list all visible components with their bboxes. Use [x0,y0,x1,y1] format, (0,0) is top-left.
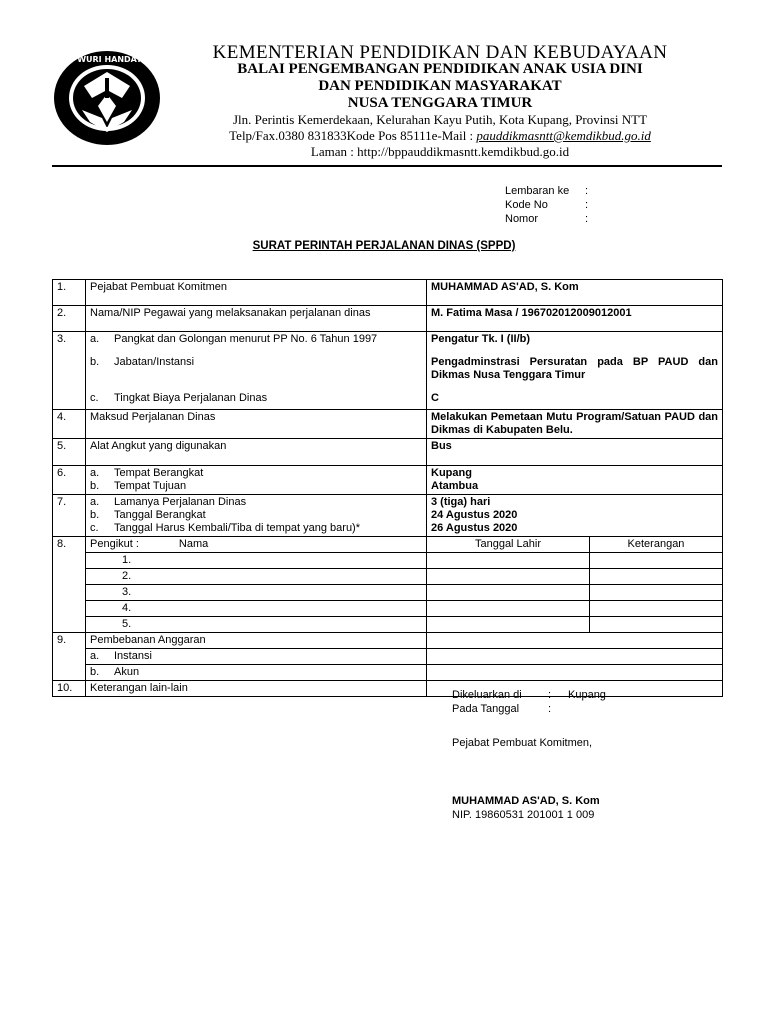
purpose-value: Melakukan Pemetaan Mutu Program/Satuan PAUD dan Dikmas di Kabupaten Belu. [427,410,723,439]
row-number: 5. [53,439,86,466]
nomor-colon: : [585,213,589,225]
row-label: Pejabat Pembuat Komitmen [86,280,427,306]
departure-date-label: Tanggal Berangkat [114,509,206,521]
table-row: 7. a. Lamanya Perjalanan Dinas b. Tanggal Berangkat c. Tanggal Harus Kembali/Tiba di tempat yang baru)* 3 (tiga) hari 24 Agustus 2020 26 Agustus 2020 [53,495,723,537]
follower-row: 5. [53,617,723,633]
row-number: 2. [53,306,86,332]
email-link[interactable]: pauddikmasntt@kemdikbud.go.id [476,128,651,143]
table-row [53,537,723,553]
duration-value: 3 (tiga) hari [431,496,491,508]
letterhead [170,44,710,160]
follower-row: 2. [53,569,723,585]
account-label: Akun [114,666,140,678]
lembaran-label: Lembaran ke [505,185,570,197]
logo-motto: TUT WURI HANDAYANI [57,55,157,64]
duration-label: Lamanya Perjalanan Dinas [114,496,247,508]
letterhead-divider [52,165,722,167]
row-number: 1. [53,280,86,306]
province-name: NUSA TENGGARA TIMUR [347,95,533,111]
table-row [53,633,723,649]
follower-row: 4. [53,601,723,617]
signer-position: Pejabat Pembuat Komitmen, [452,737,593,749]
kode-colon: : [585,199,589,211]
kode-label: Kode No [505,199,548,211]
position-label: Jabatan/Instansi [114,356,195,368]
budget-label: Pembebanan Anggaran [86,633,427,649]
lembaran-colon: : [585,185,589,197]
departure-date-value: 24 Agustus 2020 [431,509,518,521]
row-number: 7. [53,495,86,537]
row-number: 9. [53,633,86,681]
table-row [53,410,723,439]
remarks-column-header: Keterangan [590,537,723,553]
document-title: SURAT PERINTAH PERJALANAN DINAS (SPPD) [252,240,516,252]
position-value: Pengadminstrasi Persuratan pada BP PAUD dan Dikmas Nusa Tenggara Timur [431,356,718,381]
transport-value: Bus [427,439,723,466]
ministry-name: KEMENTERIAN PENDIDIKAN DAN KEBUDAYAAN [212,42,668,63]
destination-value: Atambua [431,480,479,492]
row-number: 4. [53,410,86,439]
institution-line-2: DAN PENDIDIKAN MASYARAKAT [318,78,562,94]
cost-level-value: C [431,392,439,404]
followers-label: Pengikut : [90,538,139,550]
row-number: 6. [53,466,86,495]
signer-name: MUHAMMAD AS'AD, S. Kom [452,795,600,807]
follower-row: 3. [53,585,723,601]
agency-label: Instansi [114,650,152,662]
sppd-form-table [52,279,723,697]
phone-text: Telp/Fax.0380 831833Kode Pos 85111e-Mail : [229,128,477,143]
row-number: 10. [53,681,86,697]
issued-at-value: Kupang [568,689,606,701]
tut-wuri-handayani-logo [52,48,162,148]
table-row [53,439,723,466]
row-label: Nama/NIP Pegawai yang melaksanakan perjalanan dinas [86,306,427,332]
other-notes-label: Keterangan lain-lain [86,681,427,697]
signer-nip: NIP. 19860531 201001 1 009 [452,809,595,821]
contact-line [170,128,710,144]
institution-line-1: BALAI PENGEMBANGAN PENDIDIKAN ANAK USIA DINI [237,61,643,77]
row-number: 3. [53,332,86,410]
address-line: Jln. Perintis Kemerdekaan, Kelurahan Kayu Putih, Kota Kupang, Provinsi NTT [232,112,648,127]
ppk-value: MUHAMMAD AS'AD, S. Kom [427,280,723,306]
row-number: 8. [53,537,86,633]
cost-level-label: Tingkat Biaya Perjalanan Dinas [114,392,268,404]
return-date-label: Tanggal Harus Kembali/Tiba di tempat yang baru)* [114,522,361,534]
table-row: a. Instansi [53,649,723,665]
nomor-label: Nomor [505,213,539,225]
table-row: 3. a. Pangkat dan Golongan menurut PP No. 6 Tahun 1997 b. Jabatan/Instansi c. Tingkat Biaya Perjalanan Dinas Pengatur Tk. I (II/b) Pengadminstrasi Persuratan pada BP PAUD dan Dikmas Nusa Tenggara Timur C [53,332,723,410]
follower-row: 1. [53,553,723,569]
issued-date-label: Pada Tanggal [452,703,520,715]
reference-block [505,184,588,226]
return-date-value: 26 Agustus 2020 [431,522,518,534]
table-row [53,306,723,332]
employee-value: M. Fatima Masa / 196702012009012001 [427,306,723,332]
birthdate-column-header: Tanggal Lahir [427,537,590,553]
destination-label: Tempat Tujuan [114,480,187,492]
signature-block: Dikeluarkan di : Kupang Pada Tanggal : Pejabat Pembuat Komitmen, MUHAMMAD AS'AD, S. Kom NIP. 19860531 201001 1 009 [452,689,606,821]
name-column-header: Nama [178,538,209,550]
row-label: Maksud Perjalanan Dinas [86,410,427,439]
rank-label: Pangkat dan Golongan menurut PP No. 6 Tahun 1997 [114,333,378,345]
rank-value: Pengatur Tk. I (II/b) [431,333,531,345]
table-row: 6. a. Tempat Berangkat b. Tempat Tujuan Kupang Atambua [53,466,723,495]
departure-place-value: Kupang [431,467,472,479]
table-row [53,681,723,697]
table-row: b. Akun [53,665,723,681]
issued-at-label: Dikeluarkan di [452,689,522,701]
row-label: Alat Angkut yang digunakan [86,439,427,466]
table-row [53,280,723,306]
departure-place-label: Tempat Berangkat [114,467,204,479]
website-line[interactable]: Laman : http://bppauddikmasntt.kemdikbud.go.id [310,144,570,159]
